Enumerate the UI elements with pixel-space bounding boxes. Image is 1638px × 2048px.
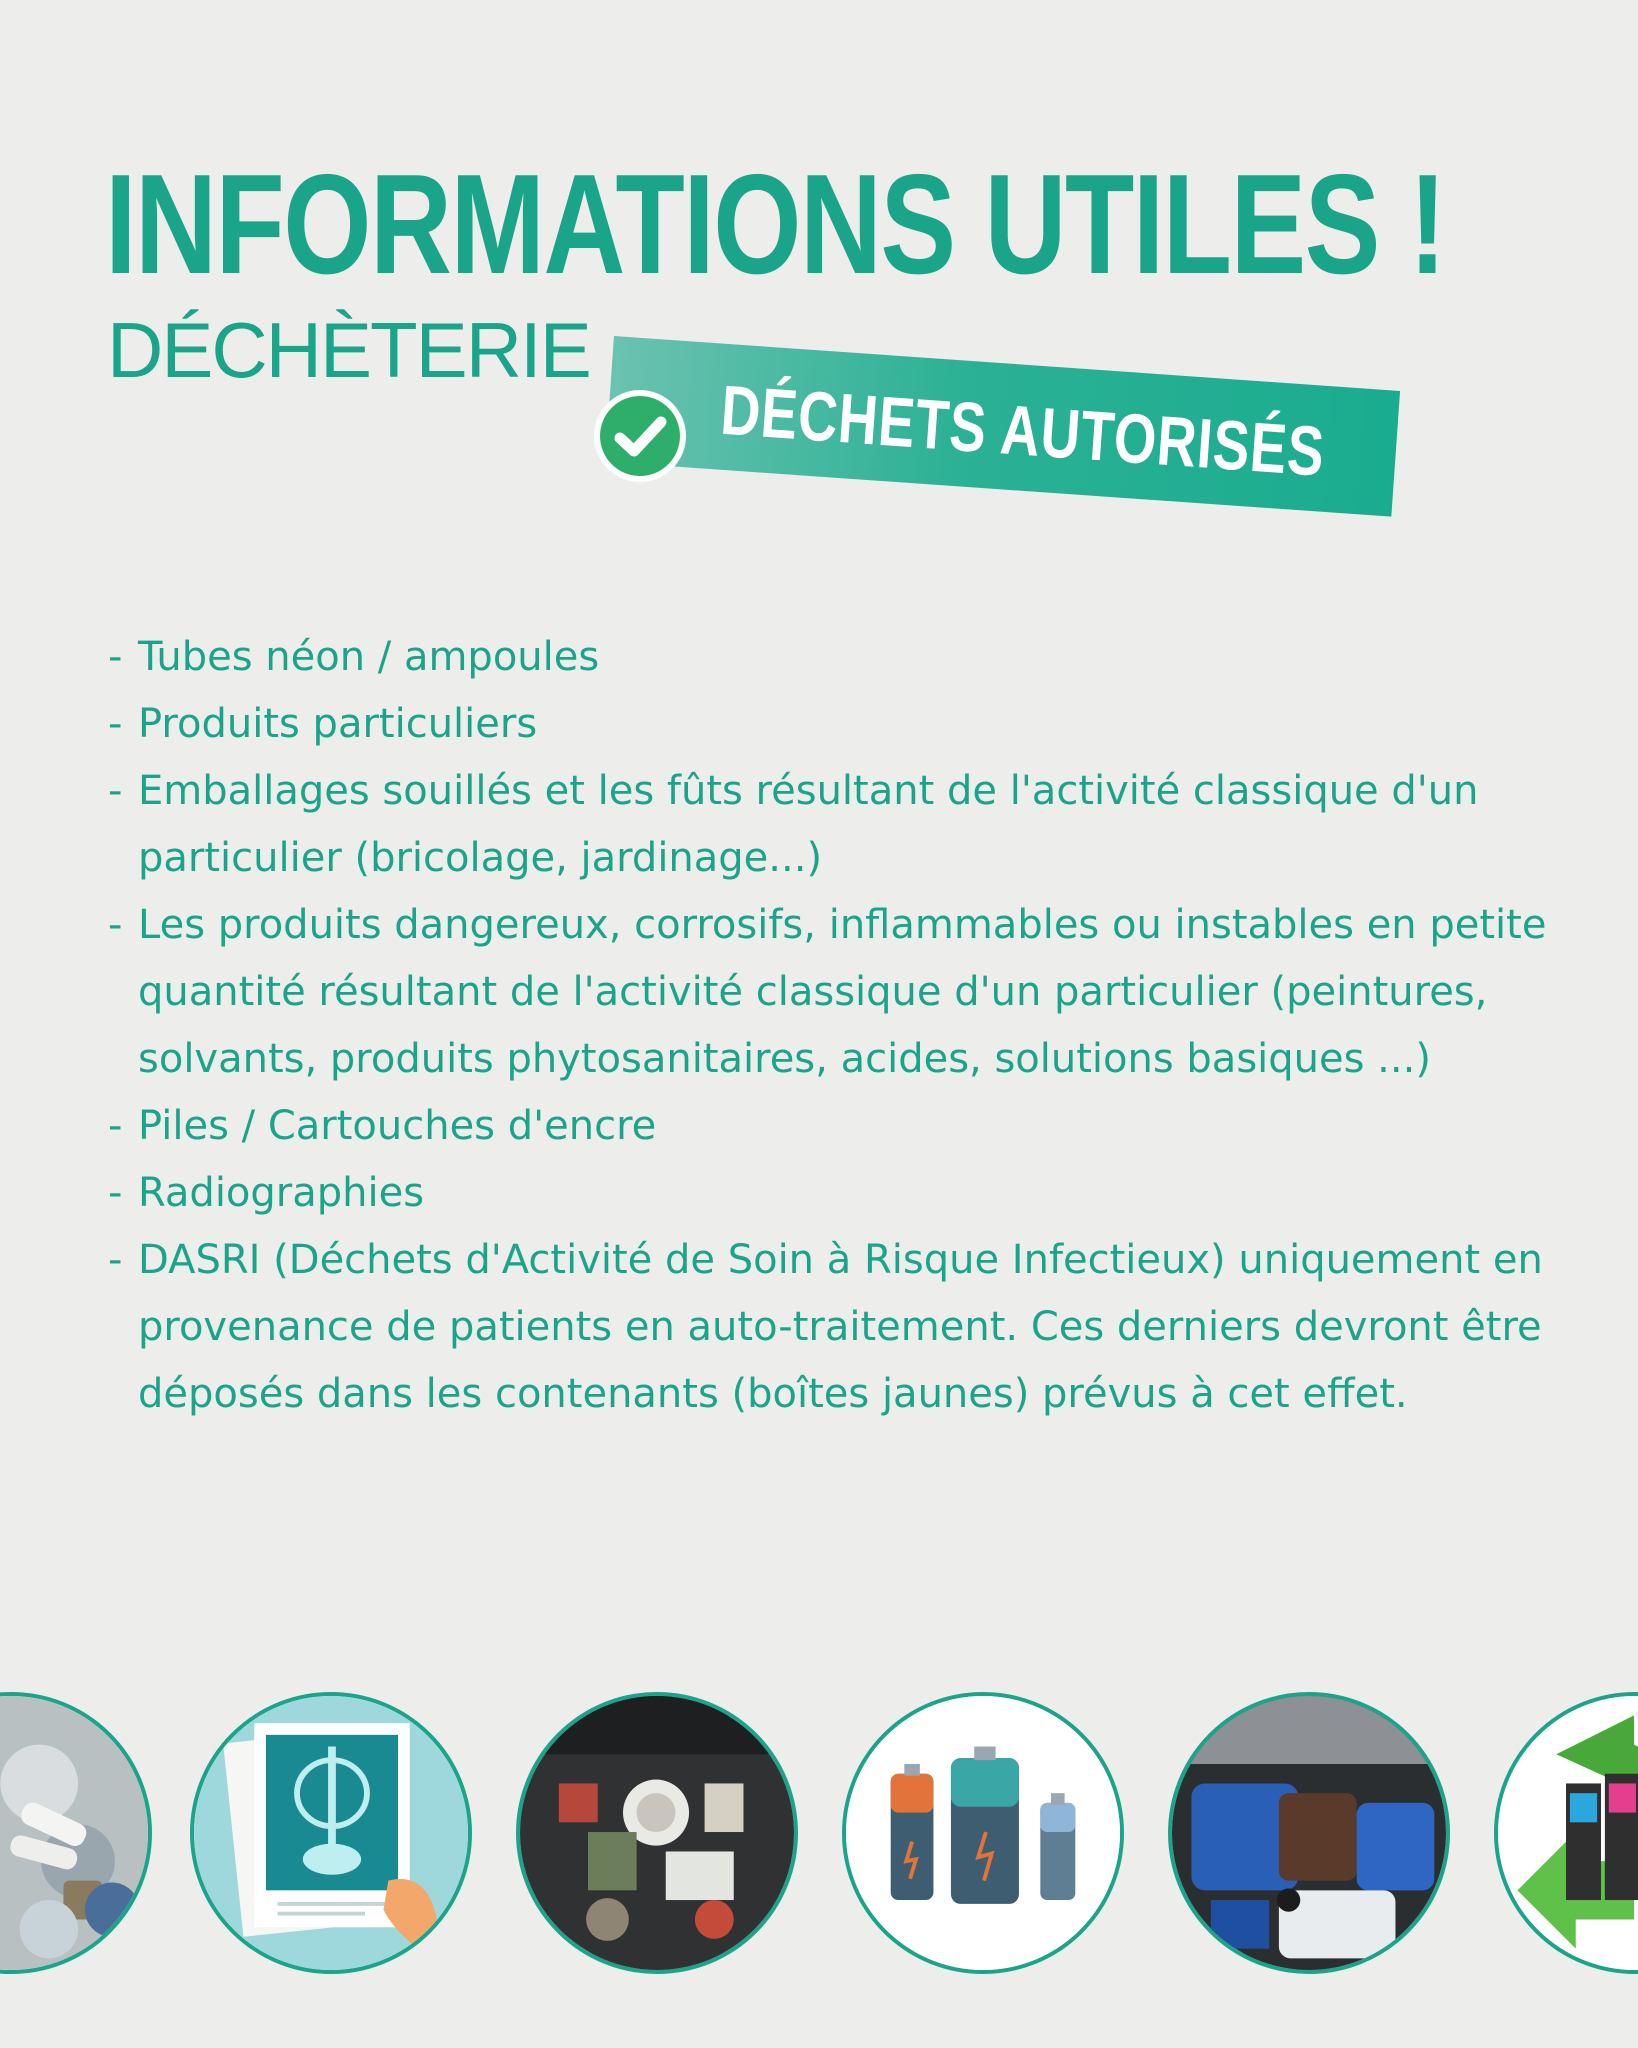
chemical-drums-photo-icon	[1168, 1692, 1450, 1974]
list-item	[108, 758, 1548, 892]
list-item-text: Produits particuliers	[138, 701, 538, 747]
list-item-text: Les produits dangereux, corrosifs, inflammables ou instables en petite quantité résultant de l'activité classique d'un particulier (peintures, solvants, produits phytosanitaires, acides, solutions basiques ...)	[138, 902, 1547, 1082]
lightbulbs-photo-icon	[0, 1692, 152, 1974]
page-subtitle: DÉCHÈTERIE	[107, 306, 590, 394]
ink-cartridges-recycling-icon	[1494, 1692, 1638, 1974]
list-bullet: -	[108, 902, 123, 948]
page-title: INFORMATIONS UTILES !	[105, 145, 1446, 304]
list-bullet: -	[108, 701, 123, 747]
list-item-text: DASRI (Déchets d'Activité de Soin à Risque Infectieux) uniquement en provenance de patients en auto-traitement. Ces derniers devront être déposés dans les contenants (boîtes jaunes) prévus à cet effet.	[138, 1237, 1543, 1417]
list-bullet: -	[108, 768, 123, 814]
list-item	[108, 1093, 1548, 1160]
list-item-text: Piles / Cartouches d'encre	[138, 1103, 657, 1149]
banner-label: DÉCHETS AUTORISÉS	[718, 370, 1328, 491]
xray-illustration-icon	[190, 1692, 472, 1974]
list-bullet: -	[108, 1170, 123, 1216]
allowed-waste-banner	[605, 336, 1400, 517]
allowed-waste-list	[108, 624, 1548, 1428]
illustration-strip	[0, 1692, 1638, 1982]
list-item	[108, 1227, 1548, 1428]
list-item	[108, 691, 1548, 758]
batteries-illustration-icon	[842, 1692, 1124, 1974]
list-item	[108, 892, 1548, 1093]
list-item	[108, 1160, 1548, 1227]
list-bullet: -	[108, 1237, 123, 1283]
list-item	[108, 624, 1548, 691]
checkmark-icon	[592, 388, 688, 484]
list-item-text: Radiographies	[138, 1170, 425, 1216]
list-item-text: Emballages souillés et les fûts résultant de l'activité classique d'un particulier (bricolage, jardinage...)	[138, 768, 1479, 881]
list-bullet: -	[108, 1103, 123, 1149]
soiled-packaging-photo-icon	[516, 1692, 798, 1974]
list-item-text: Tubes néon / ampoules	[138, 634, 600, 680]
list-bullet: -	[108, 634, 123, 680]
